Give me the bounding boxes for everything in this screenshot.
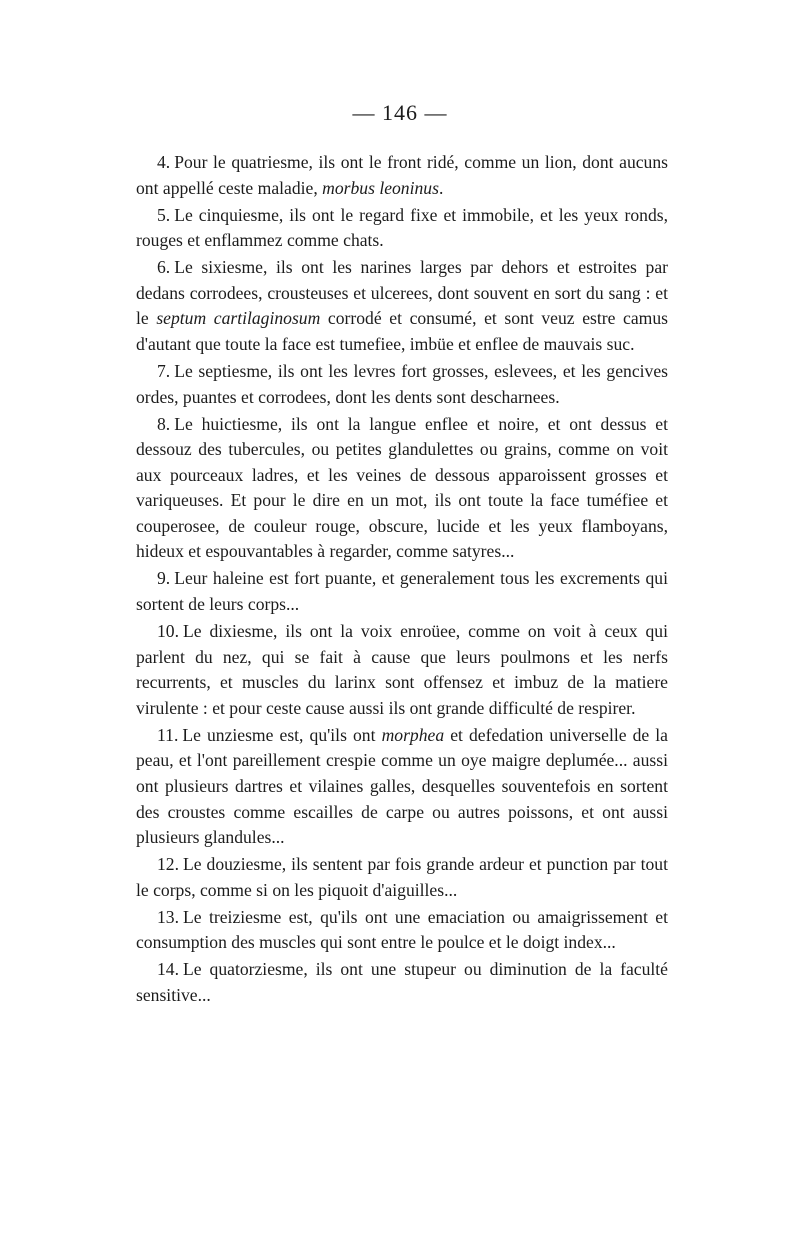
paragraph-number: 14. [157, 959, 179, 980]
paragraph-number: 10. [157, 621, 179, 642]
paragraph-text: . [438, 177, 444, 198]
paragraph-number: 8. [157, 413, 171, 434]
latin-term: morphea [381, 724, 445, 745]
paragraph-number: 12. [157, 854, 179, 875]
paragraph-number: 7. [157, 360, 171, 381]
body-text [136, 150, 668, 1010]
paragraph-number: 11. [157, 724, 179, 745]
paragraph-number: 13. [157, 906, 179, 927]
paragraph-text: Le unziesme est, qu'ils ont [182, 724, 382, 745]
paragraph-11 [136, 957, 668, 1008]
paragraph-8 [136, 723, 668, 851]
paragraph-text: Le dixiesme, ils ont la voix enroüee, comme on voit à ceux qui parlent du nez, qui se fait à cause que leurs poulmons et les nerfs recurrents, et muscles du larinx sont offensez et imbuz de la matiere virulente : et pour ceste cause aussi ils ont grande difficulté de respirer. [136, 621, 668, 718]
paragraph-text: Le sixiesme, ils ont les narines larges par dehors et estroites par dedans corrodees, crousteuses et ulcerees, dont souvent en sort du sang : et le [136, 257, 668, 329]
paragraph-text: Leur haleine est fort puante, et generalement tous les excrements qui sortent de leurs corps... [136, 568, 668, 615]
paragraph-text: Le huictiesme, ils ont la langue enflee et noire, et ont dessus et dessouz des tubercules, ou petites glandulettes ou grains, comme on voit aux pourceaux ladres, et les veines de dessous apparoissent grosses et variqueuses. Et pour le dire en un mot, ils ont toute la face tuméfiee et couperosee, de couleur rouge, obscure, lucide et les yeux flamboyans, hideux et espouvantables à regarder, comme satyres... [136, 413, 668, 562]
paragraph-9 [136, 852, 668, 903]
paragraph-4 [136, 359, 668, 410]
paragraph-text: et defedation universelle de la peau, et l'ont pareillement crespie comme un oye maigre deplumée... aussi ont plusieurs dartres et vilaines galles, desquelles souventefois en sortent des croustes comme escailles de carpe ou autres poissons, et ont aussi plusieurs glandules... [136, 724, 668, 848]
paragraph-text: Le septiesme, ils ont les levres fort grosses, eslevees, et les gencives ordes, puantes et corrodees, dont les dents sont descharnees. [136, 360, 668, 407]
paragraph-3 [136, 255, 668, 357]
paragraph-10 [136, 905, 668, 956]
latin-term: septum cartilaginosum [156, 308, 321, 329]
paragraph-text: Le cinquiesme, ils ont le regard fixe et immobile, et les yeux ronds, rouges et enflammez comme chats. [136, 204, 668, 251]
paragraph-1 [136, 150, 668, 201]
page-number: — 146 — [352, 100, 448, 125]
paragraph-7 [136, 619, 668, 721]
paragraph-number: 4. [157, 152, 171, 172]
paragraph-text: Le douziesme, ils sentent par fois grande ardeur et punction par tout le corps, comme si on les piquoit d'aiguilles... [136, 854, 668, 900]
paragraph-2 [136, 203, 668, 254]
paragraph-text: corrodé et consumé, et sont veuz estre camus d'autant que toute la face est tumefiee, imbüe et enflee de mauvais suc. [136, 308, 668, 354]
paragraph-number: 6. [157, 257, 171, 278]
latin-term: morbus leoninus [322, 177, 439, 198]
paragraph-text: Le quatorziesme, ils ont une stupeur ou diminution de la faculté sensitive... [136, 959, 668, 1005]
paragraph-5 [136, 412, 668, 566]
paragraph-number: 5. [157, 204, 171, 225]
paragraph-text: Pour le quatriesme, ils ont le front ridé, comme un lion, dont aucuns ont appellé ceste maladie, [136, 152, 668, 198]
paragraph-text: Le treiziesme est, qu'ils ont une emaciation ou amaigrissement et consumption des muscles qui sont entre le poulce et le doigt index... [136, 906, 668, 953]
paragraph-number: 9. [157, 568, 171, 589]
paragraph-6 [136, 566, 668, 617]
